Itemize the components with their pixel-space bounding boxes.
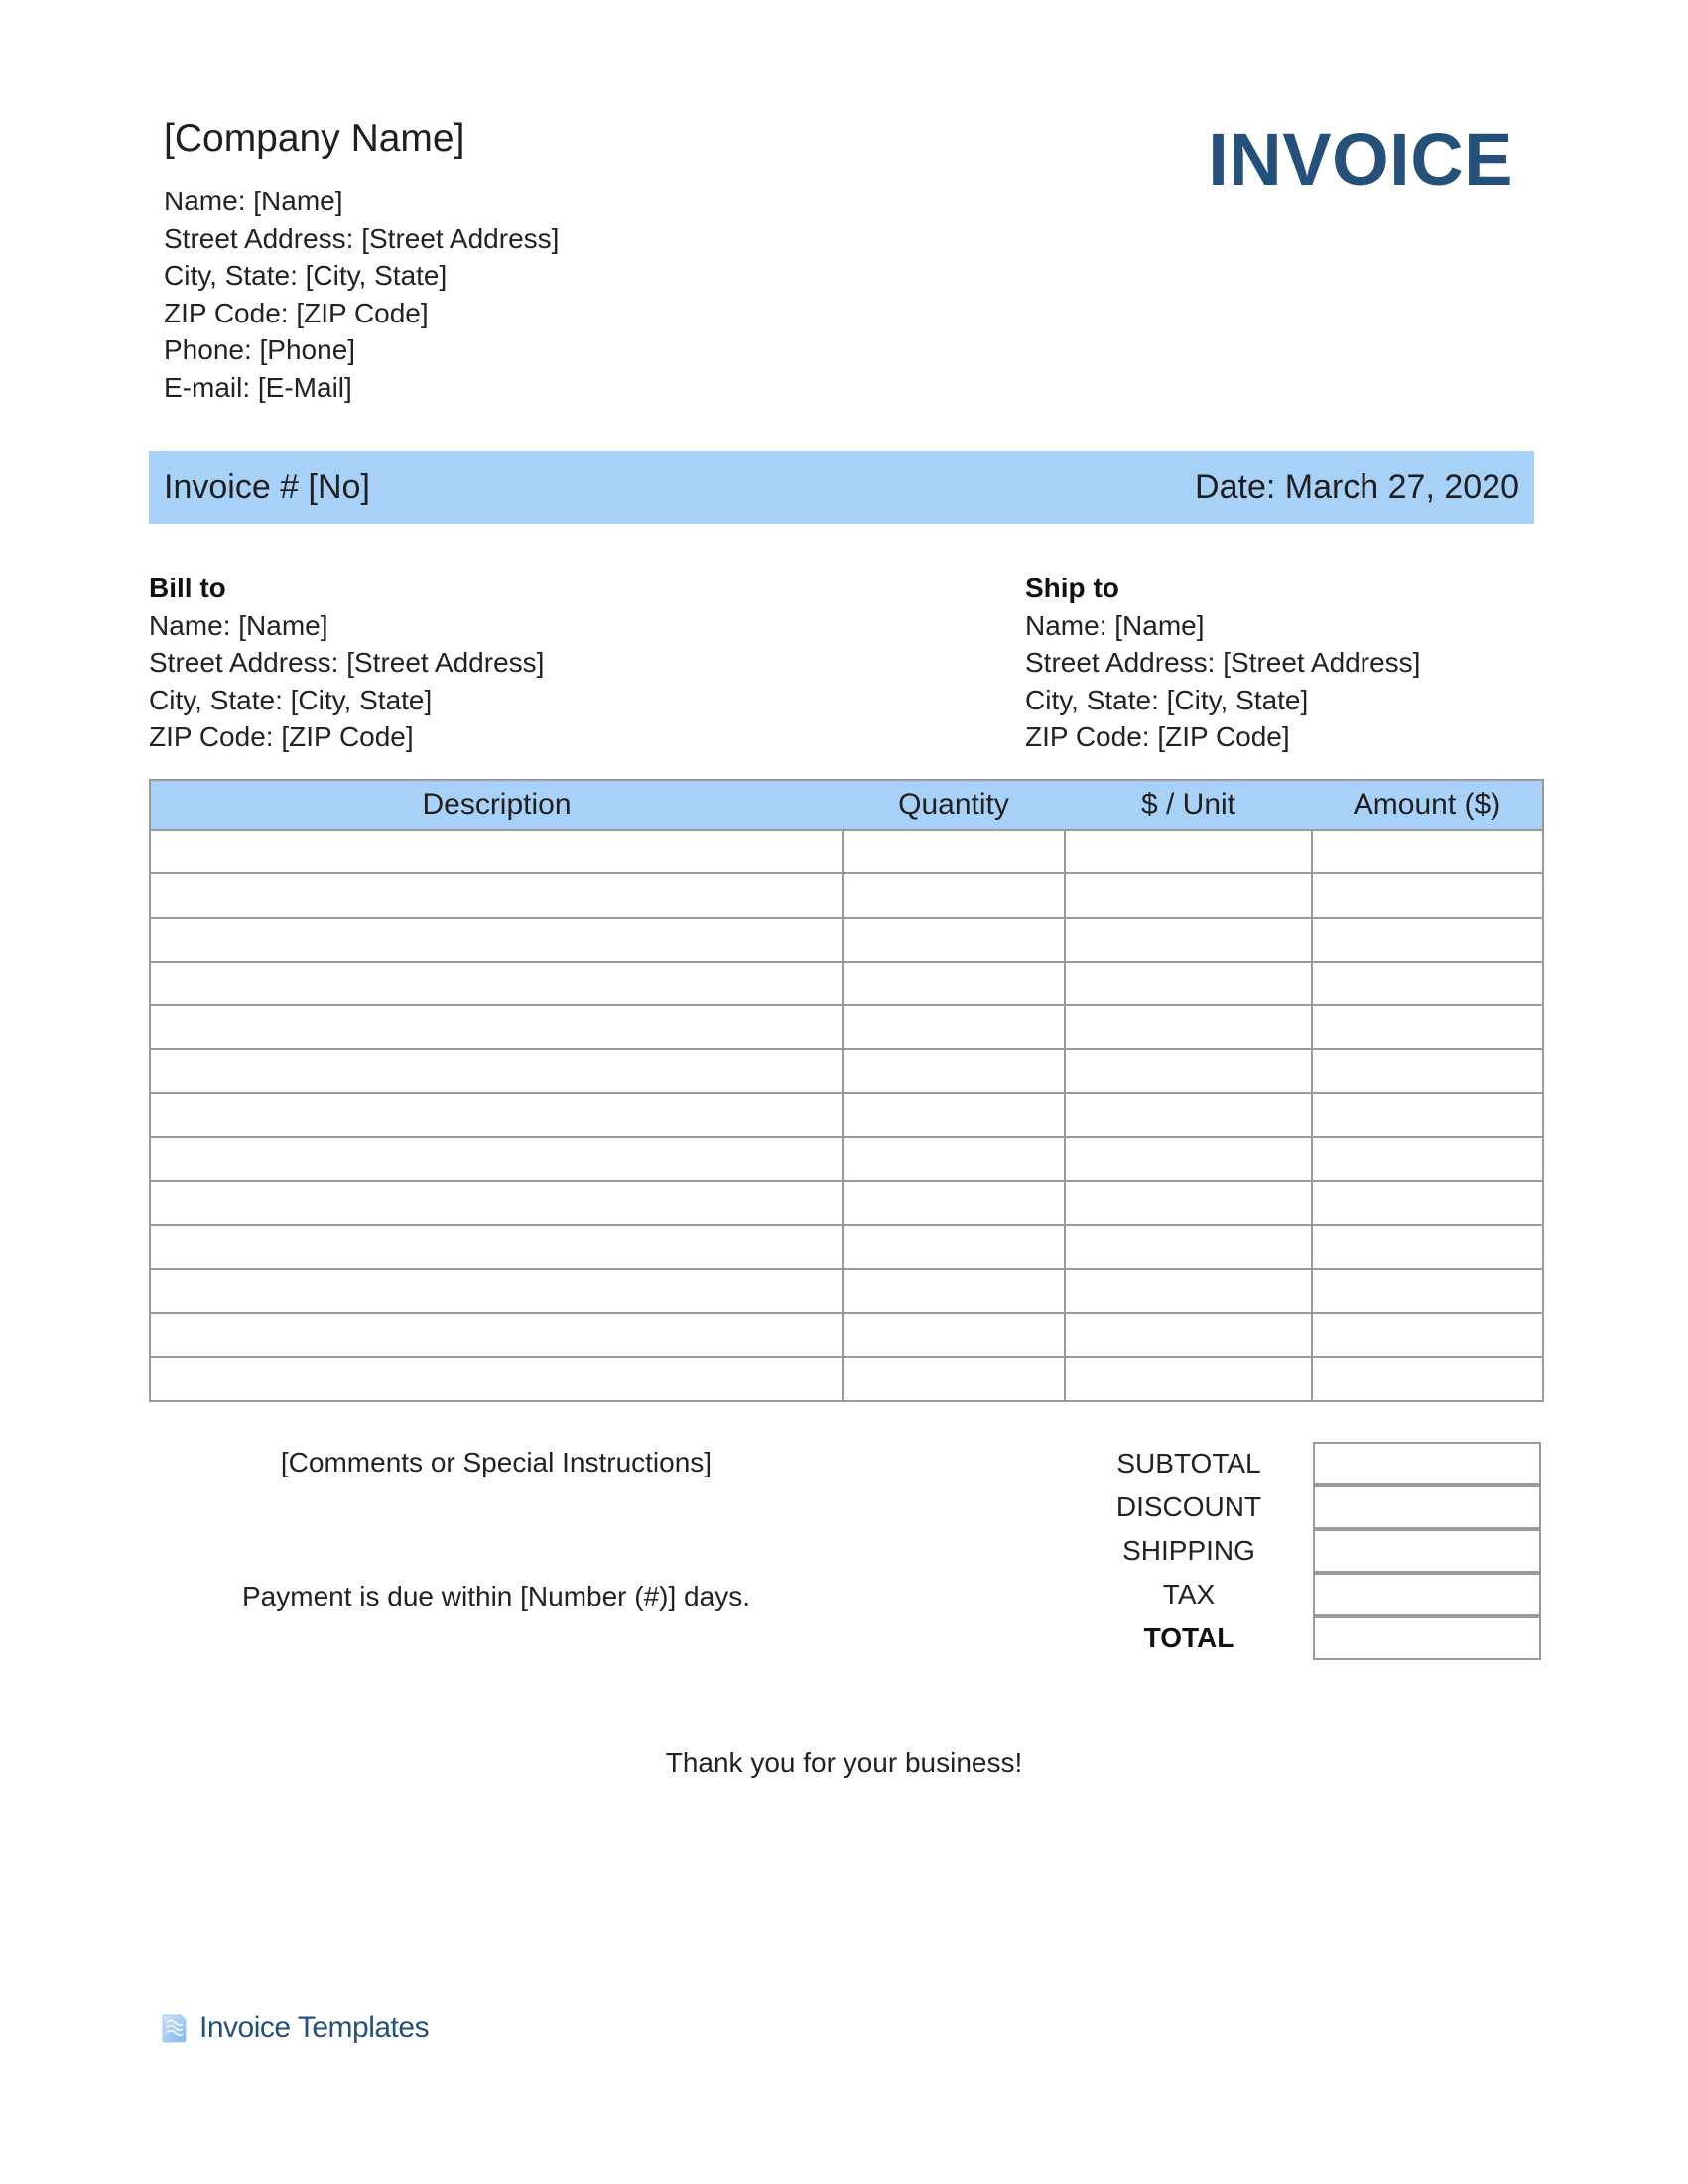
cell-description[interactable] — [150, 1049, 843, 1092]
bill-to-heading: Bill to — [149, 573, 226, 603]
table-row — [150, 830, 1543, 873]
cell-unit-price[interactable] — [1065, 1269, 1312, 1313]
cell-description[interactable] — [150, 873, 843, 917]
column-header-amount: Amount ($) — [1312, 780, 1543, 830]
invoice-number: Invoice # [No] — [164, 468, 370, 506]
cell-description[interactable] — [150, 1093, 843, 1137]
cell-description[interactable] — [150, 962, 843, 1005]
total-value[interactable] — [1313, 1616, 1541, 1660]
table-row — [150, 1093, 1543, 1137]
ship-to-name: Name: [Name] — [1025, 609, 1205, 641]
cell-unit-price[interactable] — [1065, 1357, 1312, 1401]
cell-amount[interactable] — [1312, 873, 1543, 917]
cell-description[interactable] — [150, 1137, 843, 1181]
footer-logo — [162, 2011, 429, 2045]
items-table — [149, 779, 1544, 1402]
table-row — [150, 918, 1543, 962]
table-row — [150, 1049, 1543, 1092]
cell-description[interactable] — [150, 830, 843, 873]
table-row — [150, 873, 1543, 917]
cell-unit-price[interactable] — [1065, 1093, 1312, 1137]
cell-quantity[interactable] — [843, 1137, 1065, 1181]
bill-to-block — [149, 570, 544, 756]
tax-value[interactable] — [1313, 1573, 1541, 1616]
tax-label: TAX — [1162, 1579, 1216, 1609]
bill-to-zip: ZIP Code: [ZIP Code] — [149, 721, 414, 752]
cell-unit-price[interactable] — [1065, 1225, 1312, 1269]
logo-text: Invoice Templates — [199, 2011, 430, 2044]
company-zip-line: ZIP Code: [ZIP Code] — [164, 297, 429, 328]
table-row — [150, 1357, 1543, 1401]
subtotal-value[interactable] — [1313, 1442, 1541, 1485]
cell-amount[interactable] — [1312, 1049, 1543, 1092]
cell-quantity[interactable] — [843, 918, 1065, 962]
cell-unit-price[interactable] — [1065, 1313, 1312, 1356]
table-row — [150, 1313, 1543, 1356]
cell-amount[interactable] — [1312, 1269, 1543, 1313]
cell-quantity[interactable] — [843, 830, 1065, 873]
cell-amount[interactable] — [1312, 918, 1543, 962]
cell-unit-price[interactable] — [1065, 1049, 1312, 1092]
items-body — [150, 830, 1543, 1401]
table-row — [150, 962, 1543, 1005]
cell-quantity[interactable] — [843, 962, 1065, 1005]
company-details — [164, 183, 559, 406]
shipping-value[interactable] — [1313, 1529, 1541, 1573]
cell-quantity[interactable] — [843, 1049, 1065, 1092]
document-logo-icon — [162, 2013, 188, 2043]
cell-description[interactable] — [150, 1357, 843, 1401]
cell-quantity[interactable] — [843, 1225, 1065, 1269]
cell-quantity[interactable] — [843, 1357, 1065, 1401]
cell-amount[interactable] — [1312, 962, 1543, 1005]
cell-unit-price[interactable] — [1065, 962, 1312, 1005]
thank-you-message: Thank you for your business! — [665, 1747, 1023, 1778]
cell-amount[interactable] — [1312, 1093, 1543, 1137]
comments-text: [Comments or Special Instructions] — [280, 1447, 713, 1477]
cell-unit-price[interactable] — [1065, 873, 1312, 917]
company-city-line: City, State: [City, State] — [164, 260, 448, 291]
bill-to-city: City, State: [City, State] — [149, 684, 433, 715]
ship-to-street: Street Address: [Street Address] — [1025, 647, 1421, 678]
table-row — [150, 1005, 1543, 1049]
cell-quantity[interactable] — [843, 1313, 1065, 1356]
table-row — [150, 1225, 1543, 1269]
cell-quantity[interactable] — [843, 873, 1065, 917]
cell-amount[interactable] — [1312, 1005, 1543, 1049]
cell-unit-price[interactable] — [1065, 918, 1312, 962]
column-header-description: Description — [150, 780, 843, 830]
company-street-line: Street Address: [Street Address] — [164, 222, 560, 254]
cell-unit-price[interactable] — [1065, 1181, 1312, 1224]
cell-amount[interactable] — [1312, 1181, 1543, 1224]
cell-quantity[interactable] — [843, 1269, 1065, 1313]
cell-amount[interactable] — [1312, 1225, 1543, 1269]
cell-description[interactable] — [150, 1269, 843, 1313]
cell-unit-price[interactable] — [1065, 1137, 1312, 1181]
cell-amount[interactable] — [1312, 830, 1543, 873]
bill-to-name: Name: [Name] — [149, 609, 328, 641]
bill-to-street: Street Address: [Street Address] — [149, 647, 545, 678]
cell-quantity[interactable] — [843, 1181, 1065, 1224]
company-name-line: Name: [Name] — [164, 186, 343, 216]
ship-to-zip: ZIP Code: [ZIP Code] — [1025, 721, 1290, 752]
payment-terms: Payment is due within [Number (#)] days. — [242, 1581, 750, 1611]
discount-label: DISCOUNT — [1115, 1491, 1262, 1522]
ship-to-city: City, State: [City, State] — [1025, 684, 1309, 715]
cell-description[interactable] — [150, 918, 843, 962]
column-header-unit-price: $ / Unit — [1065, 780, 1312, 830]
cell-amount[interactable] — [1312, 1137, 1543, 1181]
cell-unit-price[interactable] — [1065, 830, 1312, 873]
total-label: TOTAL — [1143, 1622, 1234, 1653]
cell-description[interactable] — [150, 1313, 843, 1356]
cell-quantity[interactable] — [843, 1005, 1065, 1049]
invoice-info-bar — [149, 451, 1534, 524]
invoice-title: INVOICE — [1208, 118, 1513, 200]
cell-amount[interactable] — [1312, 1357, 1543, 1401]
cell-unit-price[interactable] — [1065, 1005, 1312, 1049]
subtotal-label: SUBTOTAL — [1116, 1448, 1261, 1478]
cell-quantity[interactable] — [843, 1093, 1065, 1137]
column-header-quantity: Quantity — [843, 780, 1065, 830]
ship-to-heading: Ship to — [1025, 573, 1119, 603]
table-row — [150, 1269, 1543, 1313]
cell-amount[interactable] — [1312, 1313, 1543, 1356]
cell-description[interactable] — [150, 1005, 843, 1049]
company-phone-line: Phone: [Phone] — [164, 334, 356, 365]
ship-to-block — [1025, 570, 1420, 756]
shipping-label: SHIPPING — [1122, 1535, 1255, 1566]
table-row — [150, 1181, 1543, 1224]
table-row — [150, 1137, 1543, 1181]
company-name: [Company Name] — [164, 117, 465, 160]
cell-description[interactable] — [150, 1181, 843, 1224]
items-header-row — [150, 780, 1543, 830]
cell-description[interactable] — [150, 1225, 843, 1269]
company-email-line: E-mail: [E-Mail] — [164, 371, 352, 403]
invoice-date: Date: March 27, 2020 — [1195, 468, 1519, 506]
discount-value[interactable] — [1313, 1485, 1541, 1529]
